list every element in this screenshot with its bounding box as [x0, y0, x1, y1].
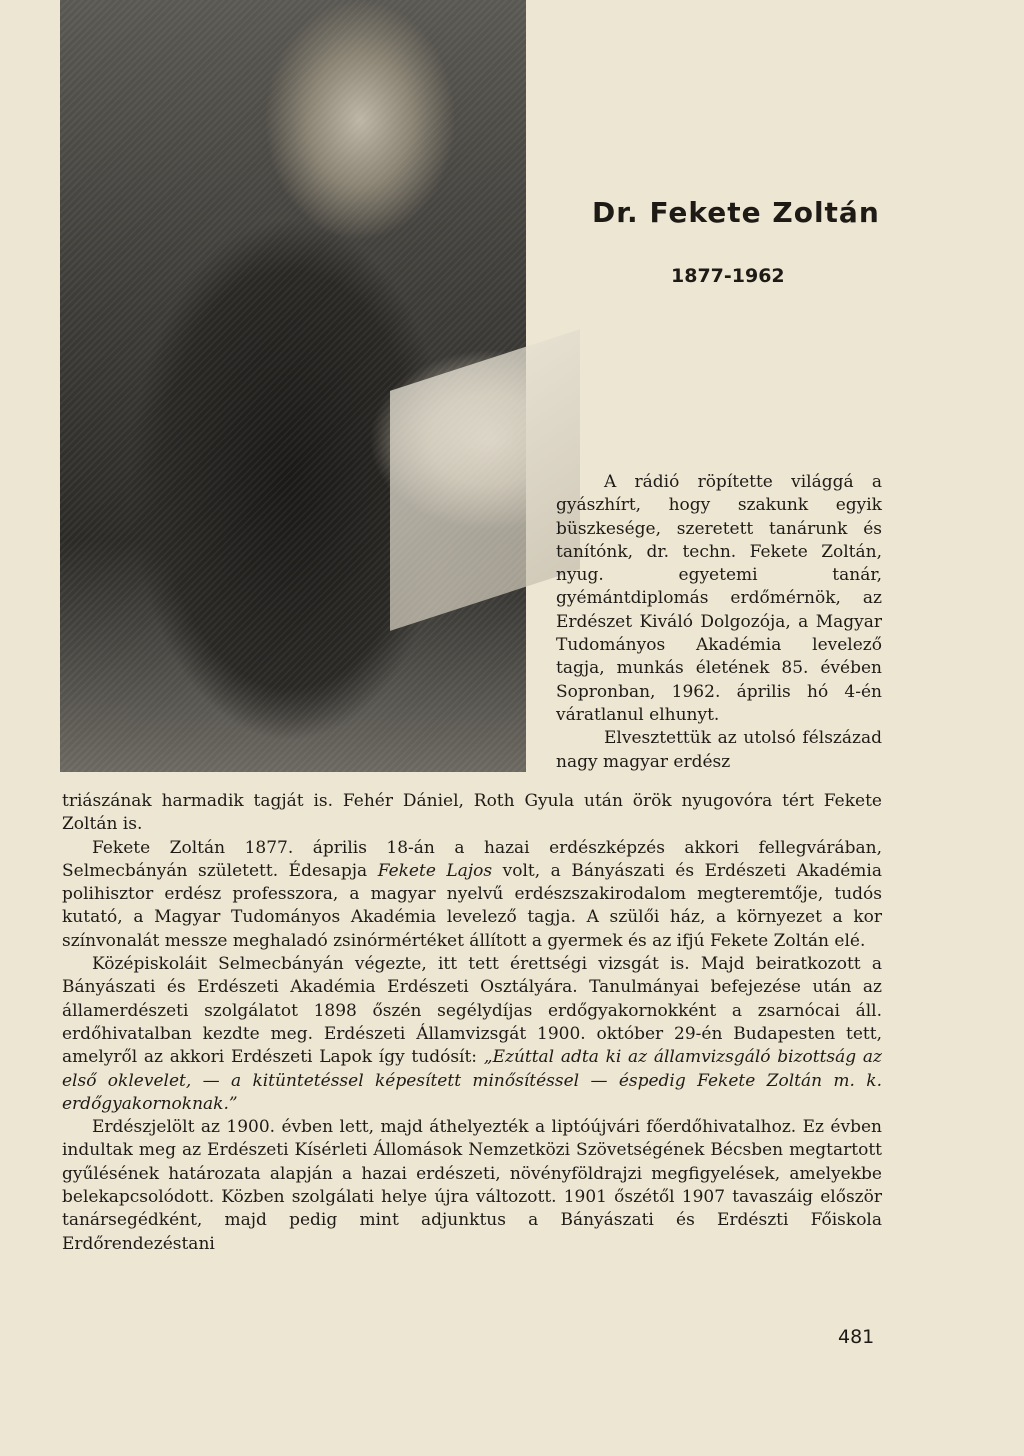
- portrait-photo: [60, 0, 526, 772]
- intro-paragraph: [556, 471, 882, 774]
- paragraph-4: Középiskoláit Selmecbányán végezte, itt tett érettségi vizsgát is. Majd beiratkozott a Bányászati és Erdészeti Akadémia Erdészeti Osztályára. Tanulmányai befejezése után az államerdészeti szolgálatot 1898 őszén segélydíjas erdőgyakornokként a zsarnócai áll. erdőhivatalban kezdte meg. Erdészeti Államvizsgát 1900. október 29-én Budapesten tett, amelyről az akkori Erdészeti Lapok így tudósít: „Ezúttal adta ki az államvizsgáló bizottság az első oklevelet, — a kitüntetéssel képesített minősítéssel — éspedig Fekete Zoltán m. k. erdőgyakornoknak.”: [62, 954, 882, 1114]
- father-name: Fekete Lajos: [377, 860, 493, 881]
- life-dates: 1877-1962: [671, 265, 785, 287]
- paragraph-3: Fekete Zoltán 1877. április 18-án a hazai erdészképzés akkori fellegvárában, Selmecbányán született. Édesapja Fekete Lajos volt, a Bányászati és Erdészeti Akadémia polihisztor erdész professzora, a magyar nyelvű erdészszakirodalom megteremtője, tudós kutató, a Magyar Tudományos Akadémia levelező tagja. A szülői ház, a környezet a kor színvonalát messze meghaladó zsinórmértéket állított a gyermek és az ifjú Fekete Zoltán elé.: [62, 837, 882, 951]
- article-title: Dr. Fekete Zoltán: [592, 196, 880, 229]
- intro-text: A rádió röpítette világgá a gyászhírt, hogy szakunk egyik büszkesége, szeretett tanárunk és tanítónk, dr. techn. Fekete Zoltán, nyug. egyetemi tanár, gyémántdiplomás erdőmérnök, az Erdészet Kiváló Dolgozója, a Magyar Tudományos Akadémia levelező tagja, munkás életének 85. évében Sopronban, 1962. április hó 4-én váratlanul elhunyt.: [556, 472, 882, 725]
- page-number: 481: [838, 1326, 875, 1348]
- paper-in-hand: [390, 329, 580, 631]
- paragraph-5: Erdészjelölt az 1900. évben lett, majd áthelyezték a liptóújvári főerdőhivatalhoz. Ez évben indultak meg az Erdészeti Kísérleti Állomások Nemzetközi Szövetségének Bécsben megtartott gyűlésének határozata alapján a hazai erdészeti, növényföldrajzi megfigyelések, amelyekbe belekapcsolódott. Közben szolgálati helye újra változott. 1901 őszétől 1907 tavaszáig először tanársegédként, majd pedig mint adjunktus a Bányászati és Erdészti Főiskola Erdőrendezéstani: [62, 1117, 882, 1254]
- intro-continuation: Elvesztettük az utolsó félszázad nagy magyar erdész: [556, 728, 882, 772]
- paragraph-2: triászának harmadik tagját is. Fehér Dániel, Roth Gyula után örök nyugovóra tért Fekete Zoltán is.: [62, 791, 882, 835]
- quote: „Ezúttal adta ki az államvizsgáló bizottság az első oklevelet, — a kitüntetéssel képesített minősítéssel — éspedig Fekete Zoltán m. k. erdőgyakornoknak.”: [62, 1047, 882, 1114]
- article-body: [62, 790, 882, 1256]
